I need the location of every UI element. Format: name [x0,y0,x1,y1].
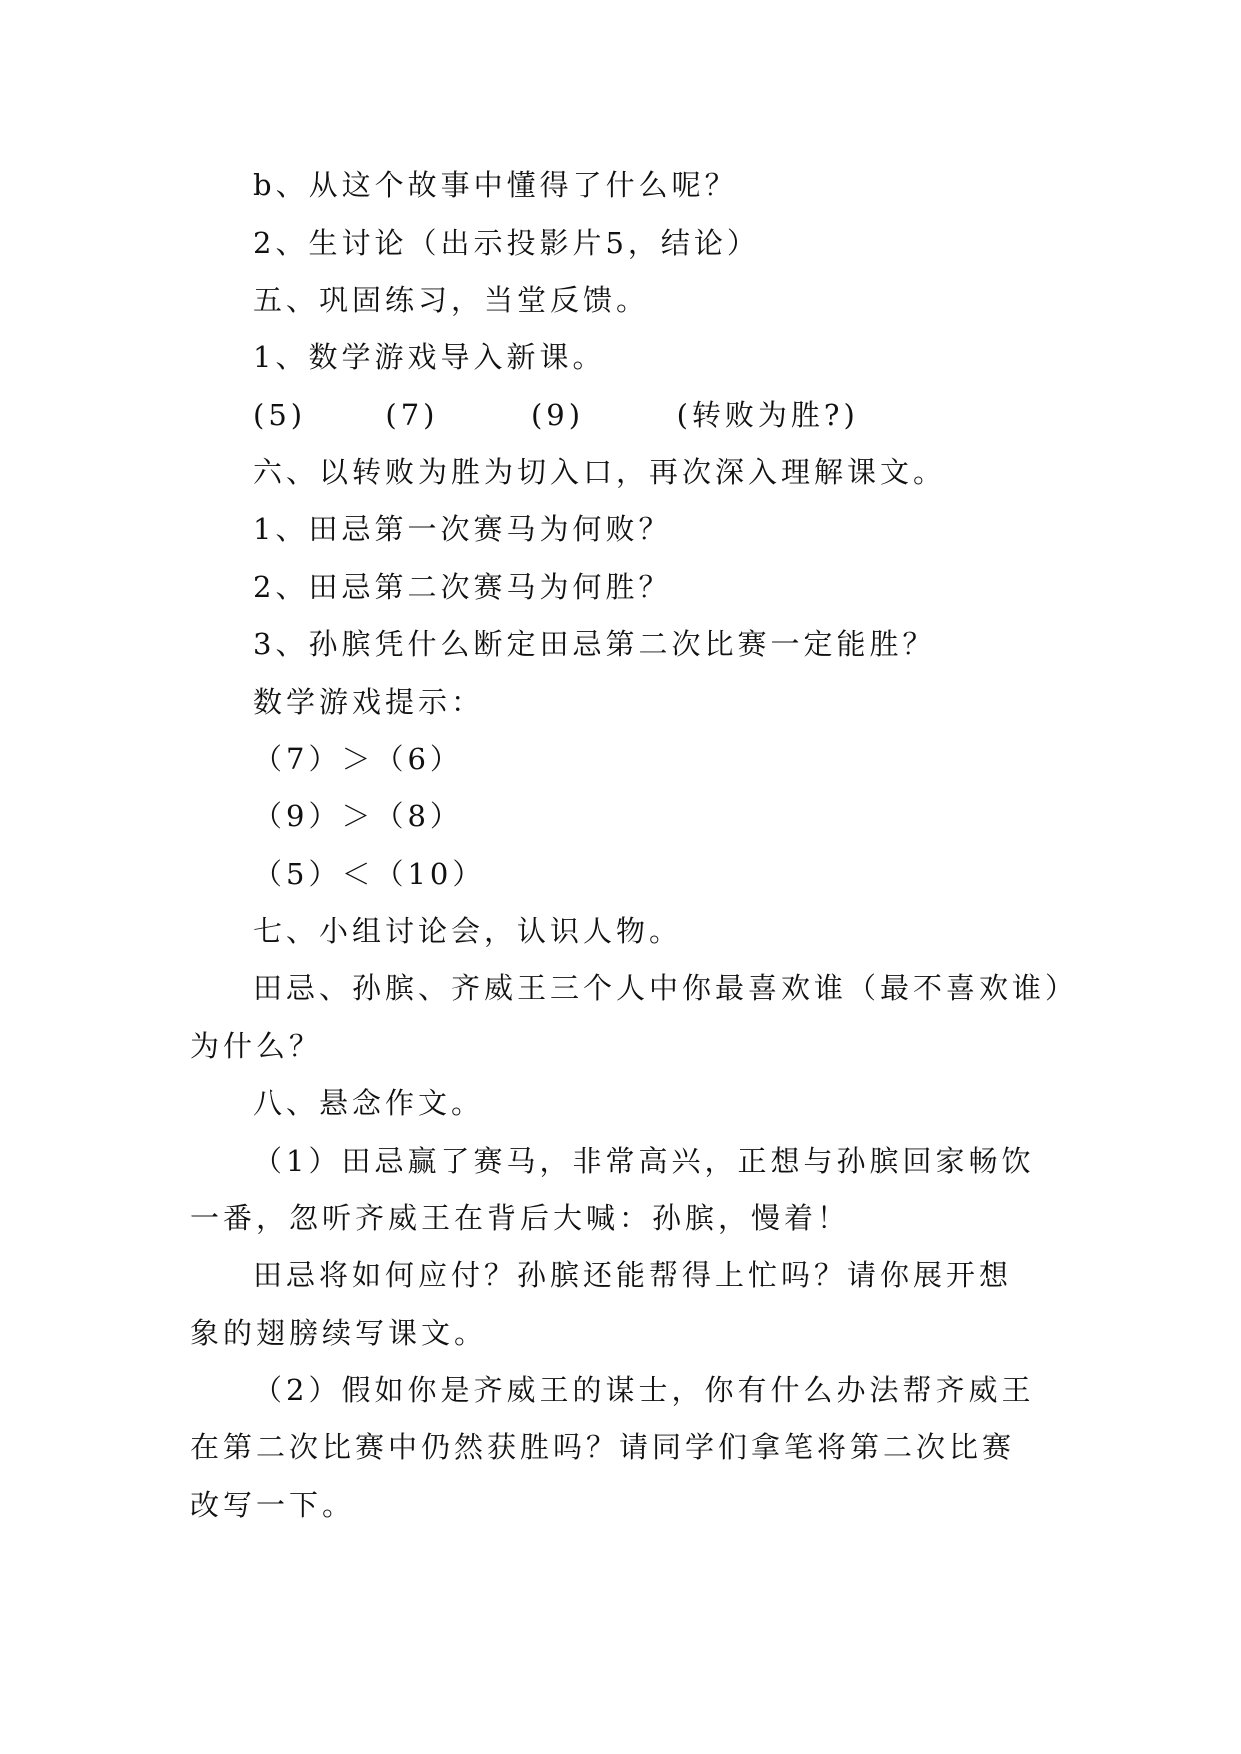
section-heading: 八、悬念作文。 [253,1086,485,1120]
text-line: 田忌将如何应付？孙膑还能帮得上忙吗？请你展开想 [253,1258,1013,1292]
section-heading: 七、小组讨论会，认识人物。 [253,914,683,948]
text-line: 一番，忽听齐威王在背后大喊：孙膑，慢着！ [190,1201,851,1235]
text-line: 为什么？ [190,1029,323,1063]
text-line: （9）＞（8） [253,799,463,833]
section-heading: 五、巩固练习，当堂反馈。 [253,283,650,317]
text-line: b、从这个故事中懂得了什么呢？ [253,168,738,202]
text-line: 3、孙膑凭什么断定田忌第二次比赛一定能胜？ [253,627,936,661]
text-line: 数学游戏提示： [253,685,485,719]
section-heading: 六、以转败为胜为切入口，再次深入理解课文。 [253,455,947,489]
text-line: （7）＞（6） [253,742,463,776]
text-line: 1、田忌第一次赛马为何败？ [253,512,672,546]
text-line: 2、生讨论（出示投影片5，结论） [253,226,760,260]
text-line: 在第二次比赛中仍然获胜吗？请同学们拿笔将第二次比赛 [190,1430,1016,1464]
text-line: 2、田忌第二次赛马为何胜？ [253,570,672,604]
text-line: 象的翅膀续写课文。 [190,1316,488,1350]
text-line: 改写一下。 [190,1488,356,1522]
text-line: 1、数学游戏导入新课。 [253,340,606,374]
text-line: （1）田忌赢了赛马，非常高兴，正想与孙膑回家畅饮 [253,1144,1035,1178]
text-line: 田忌、孙膑、齐威王三个人中你最喜欢谁（最不喜欢谁） [253,971,1079,1005]
text-line: （2）假如你是齐威王的谋士，你有什么办法帮齐威王 [253,1373,1035,1407]
text-line: （5）＜（10） [253,857,486,891]
text-line: (5) (7) (9) (转败为胜?) [253,398,859,432]
